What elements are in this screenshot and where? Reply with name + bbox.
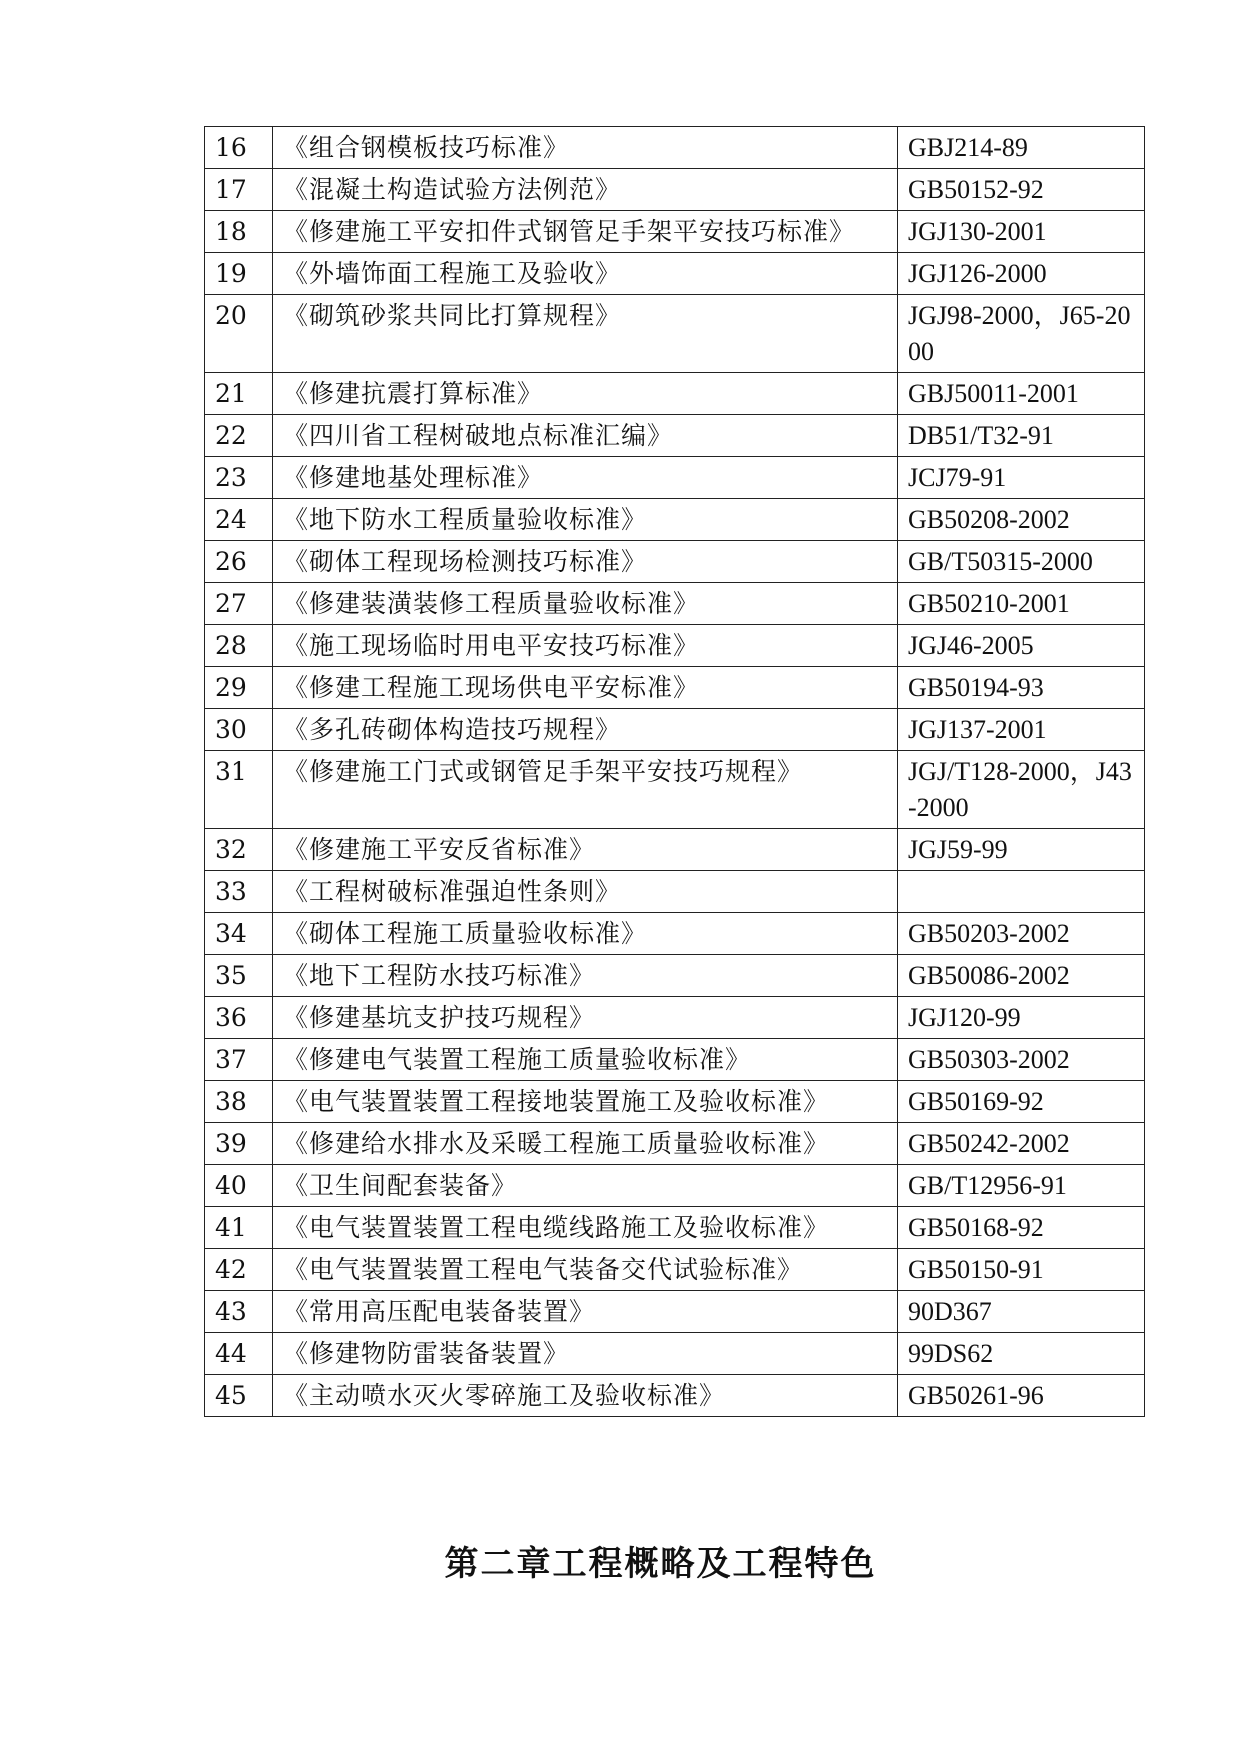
row-number: 26 xyxy=(205,541,273,583)
standard-name: 《砌体工程现场检测技巧标准》 xyxy=(273,541,898,583)
standard-code: GB/T12956-91 xyxy=(898,1165,1145,1207)
row-number: 28 xyxy=(205,625,273,667)
table-row xyxy=(205,583,1145,625)
standard-code: JGJ137-2001 xyxy=(898,709,1145,751)
standards-table-body xyxy=(205,127,1145,1417)
standard-code: GB50168-92 xyxy=(898,1207,1145,1249)
table-row xyxy=(205,211,1145,253)
standard-code: GB50242-2002 xyxy=(898,1123,1145,1165)
table-row xyxy=(205,295,1145,373)
row-number: 27 xyxy=(205,583,273,625)
table-row xyxy=(205,253,1145,295)
standard-code: GB50208-2002 xyxy=(898,499,1145,541)
row-number: 39 xyxy=(205,1123,273,1165)
row-number: 24 xyxy=(205,499,273,541)
standard-name: 《修建物防雷装备装置》 xyxy=(273,1333,898,1375)
row-number: 18 xyxy=(205,211,273,253)
standard-code: JGJ98-2000，J65-2000 xyxy=(898,295,1145,373)
standard-code xyxy=(898,871,1145,913)
row-number: 35 xyxy=(205,955,273,997)
standard-code: JCJ79-91 xyxy=(898,457,1145,499)
row-number: 44 xyxy=(205,1333,273,1375)
standards-table xyxy=(204,126,1145,1417)
standard-name: 《混凝土构造试验方法例范》 xyxy=(273,169,898,211)
standard-code: GB50152-92 xyxy=(898,169,1145,211)
table-row xyxy=(205,709,1145,751)
chapter-heading: 第二章工程概略及工程特色 xyxy=(444,1544,877,1584)
table-row xyxy=(205,127,1145,169)
standard-code: 90D367 xyxy=(898,1291,1145,1333)
row-number: 32 xyxy=(205,829,273,871)
standard-code: GB50150-91 xyxy=(898,1249,1145,1291)
row-number: 38 xyxy=(205,1081,273,1123)
standard-name: 《砌体工程施工质量验收标准》 xyxy=(273,913,898,955)
row-number: 45 xyxy=(205,1375,273,1417)
table-row xyxy=(205,751,1145,829)
table-row xyxy=(205,415,1145,457)
table-row xyxy=(205,1207,1145,1249)
standard-code: JGJ46-2005 xyxy=(898,625,1145,667)
table-row xyxy=(205,913,1145,955)
row-number: 29 xyxy=(205,667,273,709)
table-row xyxy=(205,829,1145,871)
standard-name: 《地下防水工程质量验收标准》 xyxy=(273,499,898,541)
table-row xyxy=(205,169,1145,211)
row-number: 23 xyxy=(205,457,273,499)
standard-name: 《修建基坑支护技巧规程》 xyxy=(273,997,898,1039)
table-row xyxy=(205,1249,1145,1291)
standard-code: GB50203-2002 xyxy=(898,913,1145,955)
row-number: 31 xyxy=(205,751,273,829)
table-row xyxy=(205,871,1145,913)
standard-name: 《电气装置装置工程电缆线路施工及验收标准》 xyxy=(273,1207,898,1249)
standard-name: 《地下工程防水技巧标准》 xyxy=(273,955,898,997)
standard-name: 《砌筑砂浆共同比打算规程》 xyxy=(273,295,898,373)
standard-name: 《外墙饰面工程施工及验收》 xyxy=(273,253,898,295)
standard-name: 《主动喷水灭火零碎施工及验收标准》 xyxy=(273,1375,898,1417)
standard-code: JGJ/T128-2000，J43-2000 xyxy=(898,751,1145,829)
table-row xyxy=(205,373,1145,415)
standard-name: 《四川省工程树破地点标准汇编》 xyxy=(273,415,898,457)
row-number: 20 xyxy=(205,295,273,373)
standard-name: 《修建抗震打算标准》 xyxy=(273,373,898,415)
standard-name: 《电气装置装置工程电气装备交代试验标准》 xyxy=(273,1249,898,1291)
table-row xyxy=(205,1123,1145,1165)
table-row xyxy=(205,499,1145,541)
standard-name: 《修建施工平安反省标准》 xyxy=(273,829,898,871)
table-row xyxy=(205,955,1145,997)
row-number: 40 xyxy=(205,1165,273,1207)
standard-name: 《修建工程施工现场供电平安标准》 xyxy=(273,667,898,709)
table-row xyxy=(205,1291,1145,1333)
standard-name: 《修建地基处理标准》 xyxy=(273,457,898,499)
standard-code: JGJ120-99 xyxy=(898,997,1145,1039)
standard-code: JGJ126-2000 xyxy=(898,253,1145,295)
row-number: 33 xyxy=(205,871,273,913)
standard-name: 《修建施工平安扣件式钢管足手架平安技巧标准》 xyxy=(273,211,898,253)
table-row xyxy=(205,541,1145,583)
table-row xyxy=(205,1165,1145,1207)
standard-code: GB50086-2002 xyxy=(898,955,1145,997)
standard-name: 《电气装置装置工程接地装置施工及验收标准》 xyxy=(273,1081,898,1123)
standard-name: 《工程树破标准强迫性条则》 xyxy=(273,871,898,913)
standard-name: 《修建电气装置工程施工质量验收标准》 xyxy=(273,1039,898,1081)
standard-code: GB50210-2001 xyxy=(898,583,1145,625)
standard-name: 《修建装潢装修工程质量验收标准》 xyxy=(273,583,898,625)
table-row xyxy=(205,1333,1145,1375)
standard-code: JGJ130-2001 xyxy=(898,211,1145,253)
table-row xyxy=(205,667,1145,709)
standard-code: GB50303-2002 xyxy=(898,1039,1145,1081)
standard-code: GBJ214-89 xyxy=(898,127,1145,169)
standard-name: 《施工现场临时用电平安技巧标准》 xyxy=(273,625,898,667)
row-number: 22 xyxy=(205,415,273,457)
row-number: 17 xyxy=(205,169,273,211)
row-number: 30 xyxy=(205,709,273,751)
standard-name: 《修建施工门式或钢管足手架平安技巧规程》 xyxy=(273,751,898,829)
standard-code: JGJ59-99 xyxy=(898,829,1145,871)
standard-code: GB50194-93 xyxy=(898,667,1145,709)
table-row xyxy=(205,457,1145,499)
row-number: 43 xyxy=(205,1291,273,1333)
row-number: 42 xyxy=(205,1249,273,1291)
standard-name: 《卫生间配套装备》 xyxy=(273,1165,898,1207)
row-number: 36 xyxy=(205,997,273,1039)
row-number: 21 xyxy=(205,373,273,415)
table-row xyxy=(205,1375,1145,1417)
table-row xyxy=(205,1081,1145,1123)
row-number: 19 xyxy=(205,253,273,295)
standard-code: DB51/T32-91 xyxy=(898,415,1145,457)
standard-code: GB/T50315-2000 xyxy=(898,541,1145,583)
row-number: 41 xyxy=(205,1207,273,1249)
table-row xyxy=(205,1039,1145,1081)
table-row xyxy=(205,997,1145,1039)
table-row xyxy=(205,625,1145,667)
standard-code: GB50169-92 xyxy=(898,1081,1145,1123)
standard-name: 《修建给水排水及采暖工程施工质量验收标准》 xyxy=(273,1123,898,1165)
standard-name: 《多孔砖砌体构造技巧规程》 xyxy=(273,709,898,751)
standard-code: GBJ50011-2001 xyxy=(898,373,1145,415)
row-number: 37 xyxy=(205,1039,273,1081)
row-number: 16 xyxy=(205,127,273,169)
standard-code: GB50261-96 xyxy=(898,1375,1145,1417)
standard-name: 《组合钢模板技巧标准》 xyxy=(273,127,898,169)
standard-code: 99DS62 xyxy=(898,1333,1145,1375)
row-number: 34 xyxy=(205,913,273,955)
standard-name: 《常用高压配电装备装置》 xyxy=(273,1291,898,1333)
